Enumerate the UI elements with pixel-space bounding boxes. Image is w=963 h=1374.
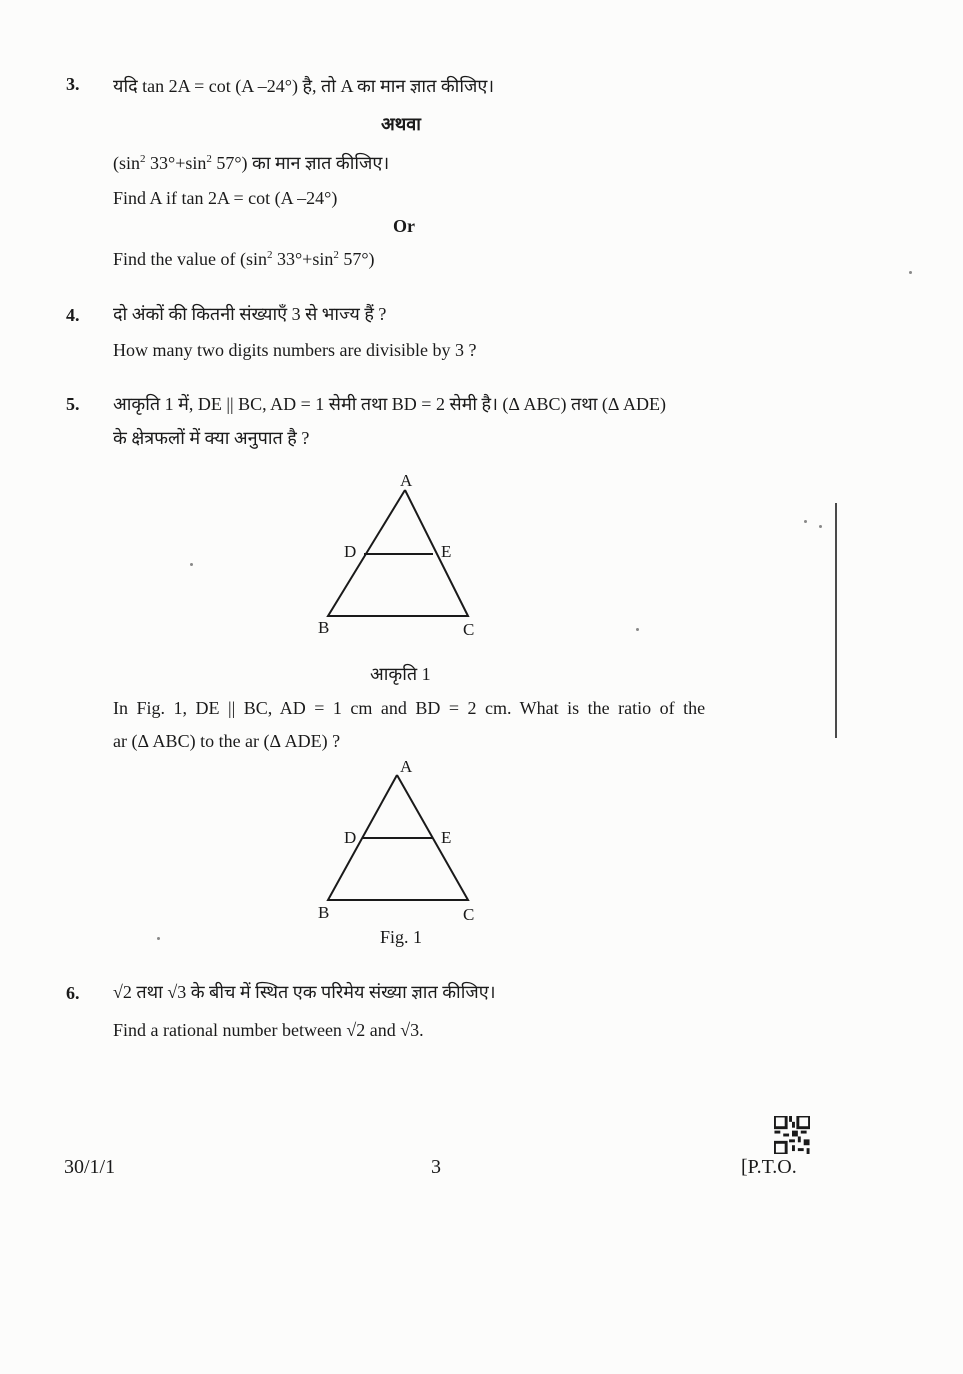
qr-code-icon xyxy=(774,1116,810,1154)
alt-english-end: 57°) xyxy=(343,249,375,269)
vertex-label-b: B xyxy=(318,618,330,637)
question-3-number: 3. xyxy=(66,74,80,94)
figure-caption-english: Fig. 1 xyxy=(380,927,423,947)
vertex-label-e: E xyxy=(441,828,452,847)
page-number: 3 xyxy=(431,1156,441,1178)
sqrt-2: √2 xyxy=(113,982,132,1002)
scan-speck xyxy=(909,271,912,274)
vertex-label-e: E xyxy=(441,542,452,561)
superscript: 2 xyxy=(333,249,339,261)
scan-speck xyxy=(819,525,822,528)
question-3-english: Find A if tan 2A = cot (A –24°) xyxy=(113,188,338,208)
question-5-number: 5. xyxy=(66,394,80,414)
question-3-alt-english xyxy=(113,249,375,270)
alt-hindi-end: 57°) का मान ज्ञात कीजिए। xyxy=(216,153,390,173)
question-3-hindi: यदि tan 2A = cot (A –24°) है, तो A का मान ज्ञात कीजिए। xyxy=(113,76,495,96)
question-5-english-line2: ar (Δ ABC) to the ar (Δ ADE) ? xyxy=(113,731,341,751)
scan-speck xyxy=(804,520,807,523)
hindi-rest: के बीच में स्थित एक परिमेय संख्या ज्ञात कीजिए। xyxy=(190,982,496,1002)
vertex-label-a: A xyxy=(400,757,413,776)
question-3-or-english: Or xyxy=(393,216,415,236)
figure-caption-hindi: आकृति 1 xyxy=(370,664,431,684)
hindi-and: तथा xyxy=(136,982,163,1002)
alt-english-mid: 33°+sin xyxy=(276,249,334,269)
question-4-number: 4. xyxy=(66,305,80,325)
question-5-hindi-line1: आकृति 1 में, DE || BC, AD = 1 सेमी तथा BD = 2 सेमी है। (Δ ABC) तथा (Δ ADE) xyxy=(113,394,666,414)
question-4-english: How many two digits numbers are divisible by 3 ? xyxy=(113,340,477,360)
question-6-hindi xyxy=(113,980,496,1004)
vertex-label-a: A xyxy=(400,471,413,490)
margin-line xyxy=(835,503,837,738)
question-5-english-line1: In Fig. 1, DE || BC, AD = 1 cm and BD = 2 cm. What is the ratio of the xyxy=(113,698,706,718)
question-5-hindi-line2: के क्षेत्रफलों में क्या अनुपात है ? xyxy=(113,428,310,448)
superscript: 2 xyxy=(206,153,212,165)
question-6-english: Find a rational number between √2 and √3. xyxy=(113,1020,424,1040)
vertex-label-b: B xyxy=(318,903,330,922)
paper-code: 30/1/1 xyxy=(64,1156,116,1178)
scan-speck xyxy=(190,563,193,566)
superscript: 2 xyxy=(266,249,273,261)
alt-hindi-pre: (sin xyxy=(113,153,140,173)
vertex-label-d: D xyxy=(344,542,357,561)
question-6-number: 6. xyxy=(66,983,80,1003)
scan-speck xyxy=(636,628,639,631)
alt-english-pre: Find the value of (sin xyxy=(113,249,267,269)
please-turn-over: [P.T.O. xyxy=(741,1156,797,1178)
superscript: 2 xyxy=(140,153,146,165)
vertex-label-c: C xyxy=(463,905,475,924)
scan-speck xyxy=(157,937,160,940)
question-3-or-hindi: अथवा xyxy=(381,114,421,134)
question-4-hindi: दो अंकों की कितनी संख्याएँ 3 से भाज्य हैं ? xyxy=(113,304,387,324)
vertex-label-c: C xyxy=(463,620,475,639)
question-3-alt-hindi xyxy=(113,151,389,175)
alt-hindi-mid: 33°+sin xyxy=(150,153,207,173)
sqrt-3: √3 xyxy=(167,982,187,1002)
vertex-label-d: D xyxy=(344,828,357,847)
